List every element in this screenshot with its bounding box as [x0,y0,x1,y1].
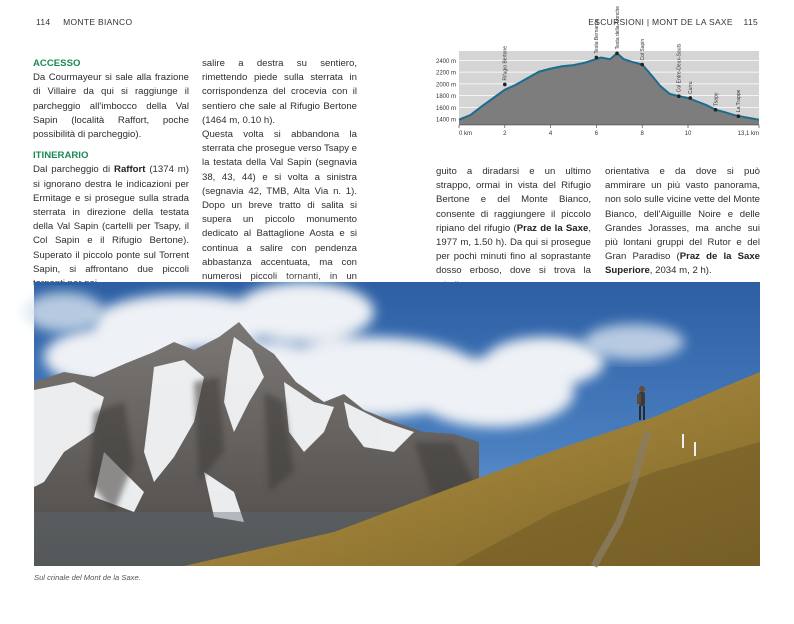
waypoint-label: Col Sapin [640,38,647,61]
x-tick-label: 2 [503,131,507,137]
y-tick-label: 2200 m [435,70,456,77]
y-tick-label: 1400 m [435,117,456,124]
text-column-4 [605,165,760,279]
waypoint-marker [677,94,681,98]
mountain-photo-illustration [34,282,760,566]
y-tick-label: 2000 m [435,82,456,89]
col2-paragraph-2: Questa volta si abbandona la sterrata che prosegue verso Tsapy e la testata della Val Sapin (segnavia 38, 43, 44) e si volta a sinistra (segnavia 42, TMB, Alta Via n. 1). Dopo un breve tratto di salita si supera un piccolo monumento dedicato al Battaglione Aosta e si continua a salire con pendenza abbastanza accentuata, ma con numerosi piccoli tornanti, in un [202,129,358,283]
x-tick-label: 8 [640,131,644,137]
left-running-title: MONTE BIANCO [63,17,133,27]
waypoint-marker [640,63,644,67]
waypoint-marker [737,114,741,118]
col3-paragraph [436,165,591,293]
waypoint-label: La Trappe [736,89,743,113]
right-page-header [588,17,758,27]
col2-paragraph-1: salire a destra su sentiero, rimettendo piede sulla sterrata in corrispondenza del crocevia con il sentiero che sale al Rifugio Bertone (1464 m, 0.10 h). [202,58,357,126]
accesso-paragraph: Da Courmayeur si sale alla frazione di Villaire da qui si raggiunge il parcheggio all'imbocco della Val Sapin (località Raffort, poche possibilità di parcheggio). [33,72,189,141]
right-running-title: ESCURSIONI | MONT DE LA SAXE [588,17,733,27]
text-column-2 [202,57,357,313]
accesso-heading: ACCESSO [33,58,81,69]
waypoint-label: Testa della Tronche [614,5,621,50]
left-page-number: 114 [36,17,51,27]
landscape-photo [34,282,760,566]
itinerario-paragraph [33,163,189,291]
itin-text-a: Dal parcheggio di [33,164,115,176]
waypoint-marker [503,83,507,87]
col4-text-a: orientativa e da dove si può ammirare un più vasto panorama, non solo sulle vicine vette del Monte Bianco, dell'Aiguille Noire e delle Grandes Jorasses, ma anche sui più lontani gruppi del Rutor e del Gran Paradiso ( [605,166,760,263]
x-tick-label: 6 [594,131,599,137]
itin-text-c: (1374 m) si ignorano destra le indicazioni per Ermitage e si prosegue sulla strada sterrata in direzione della testata della Val Sapin (cartelli per Tsapy, il Col Sapin e il Rifugio Bertone). Superato il piccolo ponte sul Torrent Sapin, si affrontano due piccoli [33,164,189,275]
text-column-3 [436,165,591,293]
x-tick-label: 13,1 km [737,131,759,137]
waypoint-marker [595,56,599,60]
y-tick-label: 1600 m [435,105,456,112]
text-column-1 [33,57,189,291]
col4-text-c: , 2034 m, 2 h). [649,265,712,277]
x-tick-label: 0 km [459,131,473,137]
col4-place-praz-superiore: Praz de la Saxe Superiore [605,251,760,277]
waypoint-label: Col Entre-Deux-Sauts [676,43,683,93]
itin-place-raffort: Raffort [114,164,146,176]
col3-place-praz: Praz de la Saxe [516,222,589,234]
col3-text-a: guito a diradarsi e un ultimo strappo, ormai in vista del Rifugio Bertone e del Monte Bianco, consente di raggiungere il piccolo ripiano del rifugio ( [436,166,591,234]
left-page-header [36,17,132,27]
waypoint-label: Testa Bernarda [594,19,601,54]
itinerario-heading: ITINERARIO [33,150,89,162]
x-tick-label: 4 [548,131,553,137]
x-tick-label: 10 [684,131,692,137]
waypoint-marker [688,96,692,100]
waypoint-marker [714,108,718,112]
col3-text-c: , 1977 m, 1.50 h). Da qui si prosegue per pochi minuti fino al soprastante dosso erboso, dove si trova la [436,222,591,277]
waypoint-label: Curru [688,81,695,94]
right-page-number: 115 [743,17,758,27]
waypoint-label: Rifugio Bertone [502,46,509,81]
photo-caption: Sul crinale del Mont de la Saxe. [34,573,141,582]
y-tick-label: 2400 m [435,58,456,65]
waypoint-label: Tsapy [713,92,720,106]
y-tick-label: 1800 m [435,94,456,101]
waypoint-marker [615,52,619,56]
col4-paragraph [605,165,760,279]
